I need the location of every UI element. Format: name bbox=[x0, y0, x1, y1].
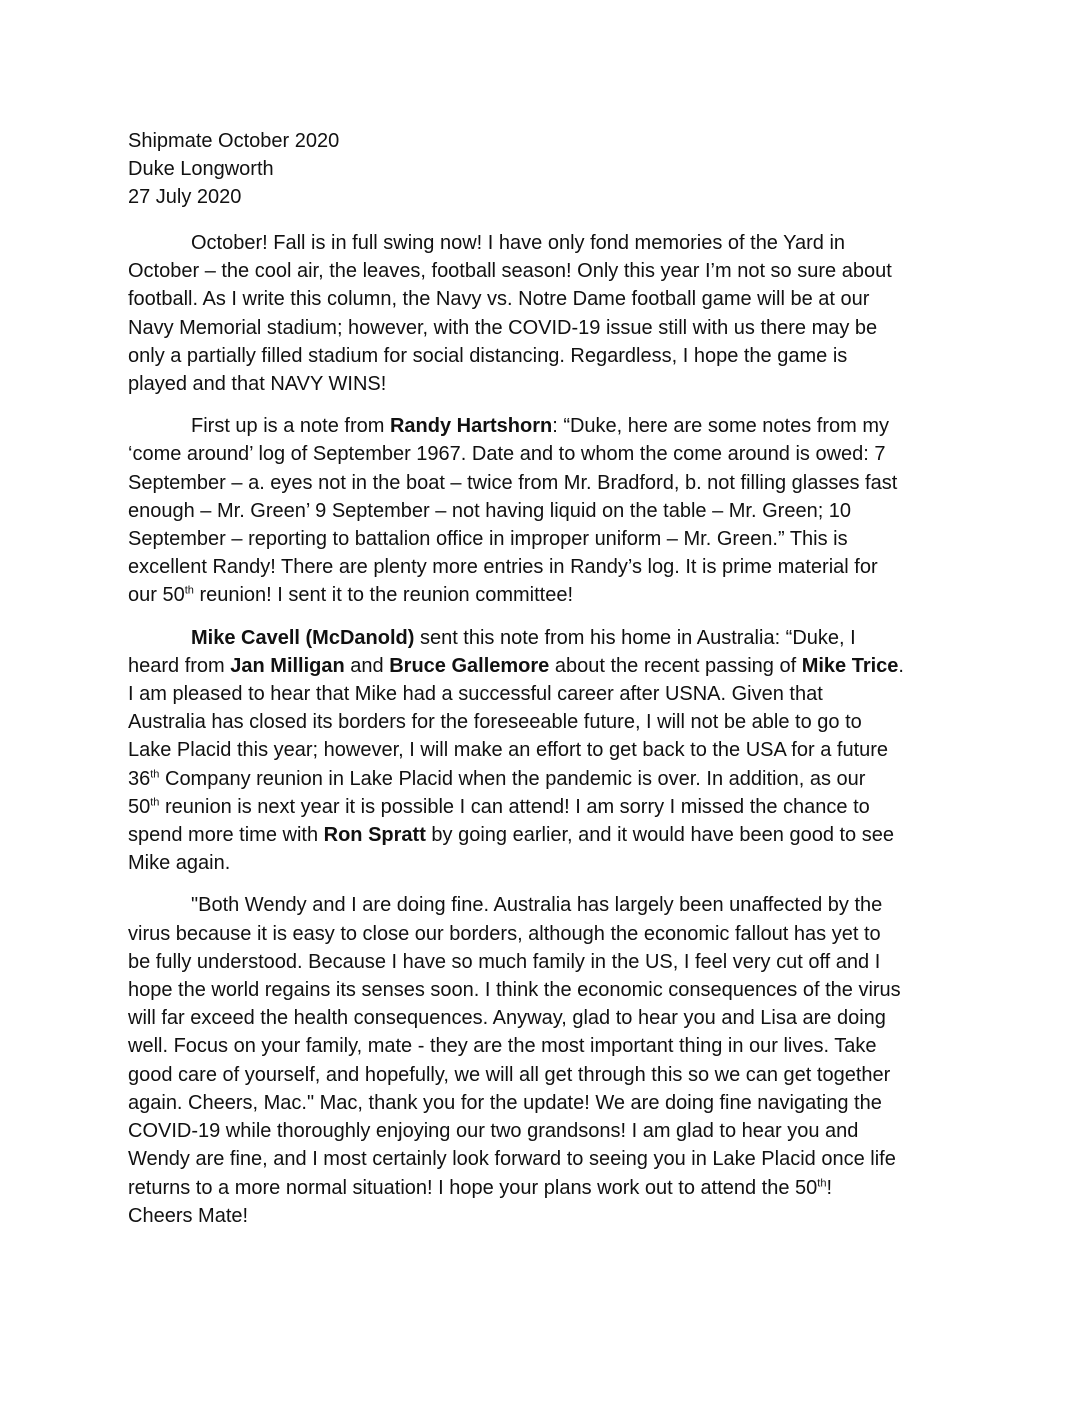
author-line: Duke Longworth bbox=[128, 158, 274, 180]
text-line: virus because it is easy to close our borders, although the economic fallout has yet to bbox=[128, 922, 881, 945]
text-line: hope the world regains its senses soon. I think the economic consequences of the virus bbox=[128, 979, 901, 1002]
text-line bbox=[128, 765, 968, 793]
text-line: Navy Memorial stadium; however, with the COVID-19 issue still with us there may be bbox=[128, 316, 878, 339]
paragraph-intro bbox=[128, 229, 968, 398]
text-line: Australia has closed its borders for the foreseeable future, I will not be able to go to bbox=[128, 711, 862, 734]
document-header bbox=[128, 127, 339, 211]
text-line bbox=[128, 624, 968, 652]
text-run: 50 bbox=[128, 795, 151, 818]
person-name: Ron Spratt bbox=[323, 824, 426, 847]
person-name: Mike Trice bbox=[801, 654, 899, 677]
text-line: only a partially filled stadium for social distancing. Regardless, I hope the game is bbox=[128, 344, 848, 367]
text-run: returns to a more normal situation! I hope your plans work out to attend the 50 bbox=[128, 1176, 818, 1199]
text-run: heard from bbox=[128, 654, 231, 677]
text-line bbox=[128, 581, 968, 609]
text-run: : “Duke, here are some notes from my bbox=[552, 415, 890, 438]
text-line: Wendy are fine, and I most certainly look forward to seeing you in Lake Placid once life bbox=[128, 1148, 896, 1171]
text-line: football. As I write this column, the Navy vs. Notre Dame football game will be at our bbox=[128, 288, 870, 311]
text-line: good care of yourself, and hopefully, we will all get through this so we can get together bbox=[128, 1063, 891, 1086]
text-run: sent this note from his home in Australia: “Duke, I bbox=[414, 626, 856, 649]
text-line: September – a. eyes not in the boat – twice from Mr. Bradford, b. not filling glasses fast bbox=[128, 471, 898, 494]
text-line: be fully understood. Because I have so much family in the US, I feel very cut off and I bbox=[128, 950, 881, 973]
text-line bbox=[128, 652, 968, 680]
text-line: COVID-19 while thoroughly enjoying our two grandsons! I am glad to hear you and bbox=[128, 1120, 859, 1143]
paragraph-mike-note bbox=[128, 624, 968, 878]
text-run: Company reunion in Lake Placid when the pandemic is over. In addition, as our bbox=[159, 767, 866, 790]
text-line: enough – Mr. Green’ 9 September – not having liquid on the table – Mr. Green; 10 bbox=[128, 499, 852, 522]
text-run: our 50 bbox=[128, 584, 185, 607]
text-line bbox=[128, 821, 968, 849]
text-line: played and that NAVY WINS! bbox=[128, 373, 387, 396]
text-run: . bbox=[898, 654, 904, 677]
person-name: Jan Milligan bbox=[230, 654, 345, 677]
text-line: October – the cool air, the leaves, football season! Only this year I’m not so sure about bbox=[128, 260, 892, 283]
text-line: September – reporting to battalion office in improper uniform – Mr. Green.” This is bbox=[128, 528, 848, 551]
text-line: ‘come around’ log of September 1967. Date and to whom the come around is owed: 7 bbox=[128, 443, 886, 466]
text-run: about the recent passing of bbox=[549, 654, 802, 677]
text-run: and bbox=[344, 654, 390, 677]
text-run: First up is a note from bbox=[191, 415, 390, 438]
person-name: Randy Hartshorn bbox=[389, 415, 553, 438]
text-line: "Both Wendy and I are doing fine. Australia has largely been unaffected by the bbox=[191, 894, 883, 917]
text-run: reunion is next year it is possible I can attend! I am sorry I missed the chance to bbox=[159, 795, 870, 818]
text-line: Mike again. bbox=[128, 852, 231, 875]
text-run: 36 bbox=[128, 767, 151, 790]
text-line bbox=[128, 793, 968, 821]
text-line: October! Fall is in full swing now! I have only fond memories of the Yard in bbox=[191, 232, 846, 254]
document-body bbox=[128, 229, 968, 1244]
ordinal-suffix: th bbox=[150, 796, 160, 809]
ordinal-suffix: th bbox=[150, 768, 160, 780]
text-line: Cheers Mate! bbox=[128, 1204, 249, 1227]
publication-line: Shipmate October 2020 bbox=[128, 130, 340, 152]
text-run: spend more time with bbox=[128, 824, 324, 847]
text-line: I am pleased to hear that Mike had a successful career after USNA. Given that bbox=[128, 683, 823, 706]
person-name: Bruce Gallemore bbox=[389, 654, 550, 677]
text-line: Lake Placid this year; however, I will make an effort to get back to the USA for a future bbox=[128, 739, 889, 762]
text-line: well. Focus on your family, mate - they are the most important thing in our lives. Take bbox=[128, 1035, 877, 1058]
paragraph-randy-note bbox=[128, 412, 968, 609]
text-line: again. Cheers, Mac." Mac, thank you for the update! We are doing fine navigating the bbox=[128, 1091, 882, 1114]
paragraph-mike-letter bbox=[128, 891, 968, 1229]
text-line bbox=[128, 412, 968, 440]
text-run: reunion! I sent it to the reunion committee! bbox=[193, 584, 573, 607]
text-line: excellent Randy! There are plenty more entries in Randy’s log. It is prime material for bbox=[128, 556, 878, 579]
text-run: by going earlier, and it would have been good to see bbox=[425, 824, 894, 847]
text-line: will far exceed the health consequences. Anyway, glad to hear you and Lisa are doing bbox=[128, 1007, 886, 1030]
person-name: Mike Cavell (McDanold) bbox=[191, 626, 415, 649]
text-line bbox=[128, 1174, 968, 1202]
ordinal-suffix: th bbox=[184, 584, 194, 597]
ordinal-suffix: th bbox=[817, 1176, 827, 1189]
text-run: ! bbox=[826, 1176, 833, 1199]
date-line: 27 July 2020 bbox=[128, 186, 242, 208]
